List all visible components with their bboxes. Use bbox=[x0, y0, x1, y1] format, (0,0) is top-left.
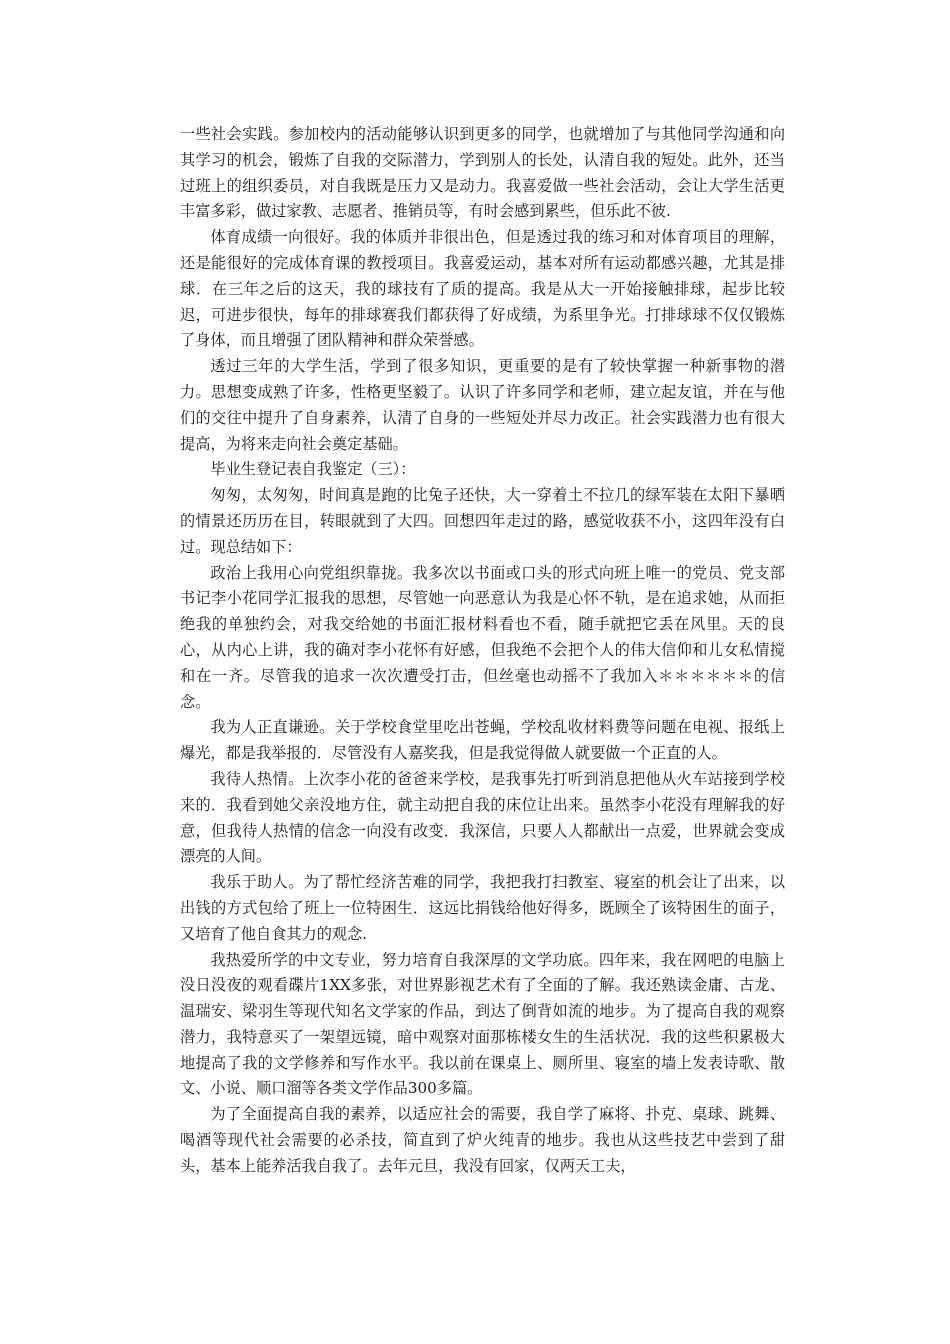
paragraph: 我待人热情。上次李小花的爸爸来学校，是我事先打听到消息把他从火车站接到学校来的．我看到她父亲没地方住，就主动把自我的床位让出来。虽然李小花没有理解我的好意，但我待人热情的信念一向没有改变．我深信，只要人人都献出一点爱，世界就会变成漂亮的人间。 bbox=[180, 769, 785, 866]
paragraph: 我乐于助人。为了帮忙经济苦难的同学，我把我打扫教室、寝室的机会让了出来，以出钱的方式包给了班上一位特困生．这远比捐钱给他好得多，既顾全了该特困生的面子，又培育了他自食其力的观念. bbox=[180, 873, 785, 943]
paragraph: 我为人正直谦逊。关于学校食堂里吃出苍蝇，学校乱收材料费等问题在电视、报纸上爆光，都是我举报的．尽管没有人嘉奖我，但是我觉得做人就要做一个正直的人。 bbox=[180, 718, 785, 763]
section-heading: 毕业生登记表自我鉴定（三）： bbox=[210, 460, 416, 479]
paragraph: 匆匆，太匆匆，时间真是跑的比兔子还快，大一穿着土不拉几的绿军装在太阳下暴晒的情景还历历在目，转眼就到了大四。回想四年走过的路，感觉收获不小，这四年没有白过。现总结如下： bbox=[180, 486, 785, 556]
paragraph: 我热爱所学的中文专业，努力培育自我深厚的文学功底。四年来，我在网吧的电脑上没日没夜的观看碟片1XX多张，对世界影视艺术有了全面的了解。我还熟读金庸、古龙、温瑞安、梁羽生等现代知名文学家的作品，到达了倒背如流的地步。为了提高自我的观察潜力，我特意买了一架望远镜，暗中观察对面那栋楼女生的生活状况．我的这些积累极大地提高了我的文学修养和写作水平。我以前在课桌上、厕所里、寝室的墙上发表诗歌、散文、小说、顺口溜等各类文学作品300多篇。 bbox=[180, 950, 785, 1098]
document-body bbox=[180, 122, 785, 1180]
paragraph: 一些社会实践。参加校内的活动能够认识到更多的同学，也就增加了与其他同学沟通和向其学习的机会，锻炼了自我的交际潜力，学到别人的长处，认清自我的短处。此外，还当过班上的组织委员，对自我既是压力又是动力。我喜爱做一些社会活动，会让大学生活更丰富多彩，做过家教、志愿者、推销员等，有时会感到累些，但乐此不彼. bbox=[180, 125, 785, 221]
paragraph: 透过三年的大学生活，学到了很多知识，更重要的是有了较快掌握一种新事物的潜力。思想变成熟了许多，性格更坚毅了。认识了许多同学和老师，建立起友谊，并在与他们的交往中提升了自身素养，认清了自身的一些短处并尽力改正。社会实践潜力也有很大提高，为将来走向社会奠定基础。 bbox=[180, 357, 785, 453]
paragraph: 为了全面提高自我的素养，以适应社会的需要，我自学了麻将、扑克、桌球、跳舞、喝酒等现代社会需要的必杀技，简直到了炉火纯青的地步。我也从这些技艺中尝到了甜头，基本上能养活我自我了。去年元旦，我没有回家，仅两天工夫， bbox=[180, 1105, 785, 1175]
paragraph: 体育成绩一向很好。我的体质并非很出色，但是透过我的练习和对体育项目的理解，还是能很好的完成体育课的教授项目。我喜爱运动，基本对所有运动都感兴趣，尤其是排球．在三年之后的这天，我的球技有了质的提高。我是从大一开始接触排球，起步比较迟，可进步很快，每年的排球赛我们都获得了好成绩，为系里争光。打排球球不仅仅锻炼了身体，而且增强了团队精神和群众荣誉感。 bbox=[180, 228, 785, 350]
paragraph: 政治上我用心向党组织靠拢。我多次以书面或口头的形式向班上唯一的党员、党支部书记李小花同学汇报我的思想，尽管她一向恶意认为我是心怀不轨，是在追求她，从而拒绝我的单独约会，对我交给她的书面汇报材料看也不看，随手就把它丢在风里。天的良心，从内心上讲，我的确对李小花怀有好感，但我绝不会把个人的伟大信仰和儿女私情搅和在一齐。尽管我的追求一次次遭受打击，但丝毫也动摇不了我加入＊＊＊＊＊＊的信念。 bbox=[180, 563, 785, 711]
